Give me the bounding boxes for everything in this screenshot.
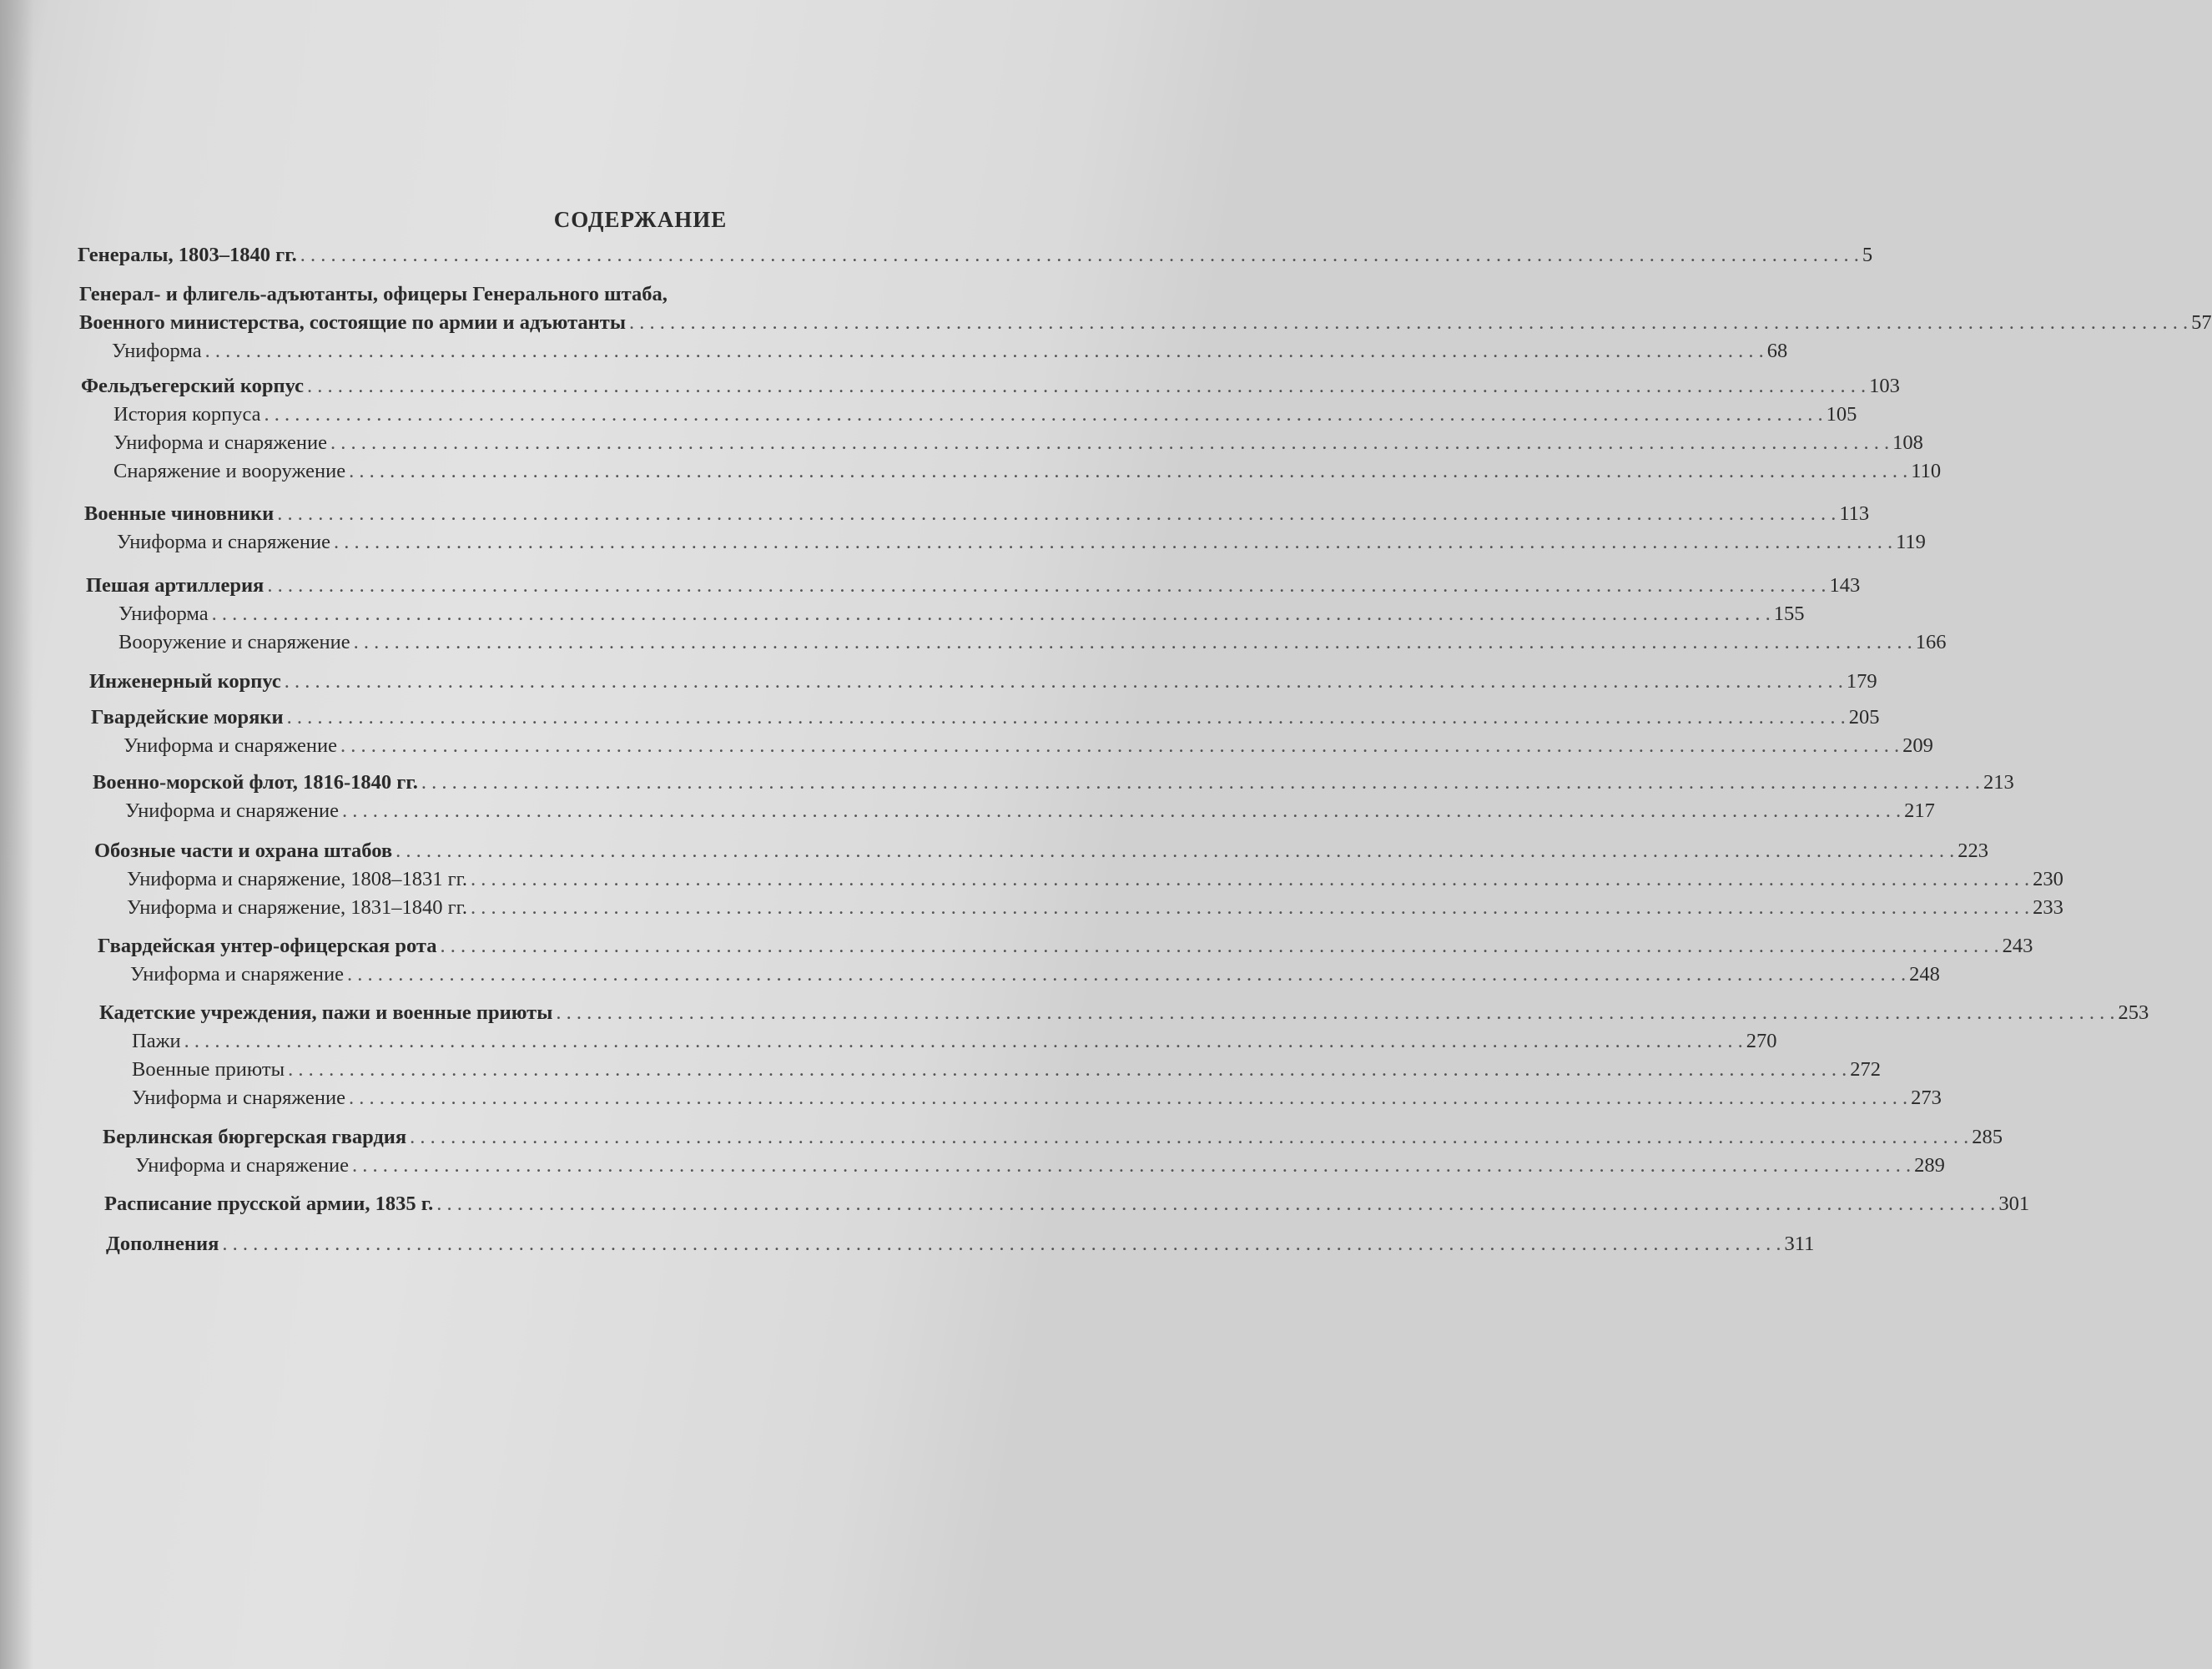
toc-section-heading-page-number: 311 [1784, 1233, 1815, 1255]
toc-subsection-page-number: 270 [1746, 1030, 1777, 1052]
toc-section-heading-title: Пешая артиллерия [86, 574, 265, 597]
toc-subsection-title: Униформа и снаряжение [117, 531, 330, 553]
dot-leader [212, 603, 1771, 626]
toc-subsection-page-number: 233 [2033, 896, 2063, 919]
toc-subsection-page-number: 289 [1914, 1154, 1945, 1177]
dot-leader [265, 403, 1823, 426]
dot-leader [471, 868, 2029, 891]
toc-section-heading [0, 670, 1877, 698]
dot-leader [471, 896, 2029, 920]
toc-subsection-page-number: 166 [1915, 631, 1947, 653]
dot-leader [354, 631, 1912, 654]
toc-section-heading-page-number: 285 [1972, 1126, 2003, 1148]
toc-subsection-page-number: 105 [1826, 403, 1857, 426]
dot-leader [440, 935, 1998, 958]
dot-leader [629, 311, 2188, 335]
page-title: СОДЕРЖАНИЕ [553, 207, 728, 232]
toc-section-heading-page-number: 301 [1998, 1193, 2030, 1215]
toc-section-heading-page-number: 113 [1839, 502, 1870, 525]
toc-section-heading [0, 574, 1861, 603]
toc-section-heading-title: Дополнения [106, 1233, 219, 1255]
dot-leader [334, 531, 1892, 554]
dot-leader [287, 706, 1846, 729]
dot-leader [285, 670, 1843, 693]
dot-leader [205, 340, 1764, 363]
toc-section [0, 502, 1926, 559]
toc-subsection-title: Снаряжение и вооружение [113, 460, 346, 482]
toc-subsection [0, 460, 1942, 488]
toc-subsection-title: Униформа [112, 340, 202, 362]
toc-section-heading-page-number: 205 [1848, 706, 1880, 729]
toc-section-heading-title: Инженерный корпус [89, 670, 281, 693]
toc-subsection-page-number: 108 [1892, 431, 1923, 454]
toc-subsection-title: Пажи [132, 1030, 181, 1052]
toc-section [0, 706, 1933, 763]
dot-leader [340, 734, 1899, 758]
dot-leader [421, 771, 1980, 794]
toc-section-heading-page-number: 243 [2002, 935, 2033, 957]
toc-section-heading-title: Военно-морской флот, 1816-1840 гг. [93, 771, 418, 794]
dot-leader [184, 1030, 1743, 1053]
toc-subsection-title: Униформа [118, 603, 209, 625]
toc-subsection [0, 531, 1926, 559]
toc-subsection-page-number: 272 [1850, 1058, 1881, 1081]
toc-subsection-title: История корпуса [113, 403, 261, 426]
toc-section-heading-title: Генерал- и флигель-адъютанты, офицеры Генерального штаба, [79, 283, 668, 305]
toc-section-heading-page-number: 213 [1983, 771, 2014, 794]
toc-section [0, 574, 1947, 659]
toc-subsection-title: Униформа и снаряжение [132, 1087, 345, 1109]
toc-section [0, 283, 2212, 368]
toc-section-heading-title: Расписание прусской армии, 1835 г. [104, 1193, 434, 1215]
toc-section [0, 244, 1873, 272]
toc-section-heading-title: Гвардейская унтер-офицерская рота [98, 935, 437, 957]
toc-subsection [0, 403, 1857, 431]
toc-section-heading-page-number: 5 [1862, 244, 1873, 266]
toc-section-heading-page-number: 143 [1829, 574, 1861, 597]
dot-leader [330, 431, 1889, 455]
toc-subsection [0, 431, 1923, 460]
toc-section-heading-page-number: 253 [2118, 1001, 2149, 1024]
toc-section-heading-title: Фельдъегерский корпус [81, 375, 304, 397]
toc-section-heading [0, 1126, 2003, 1154]
toc-section-heading [0, 502, 1870, 531]
toc-section-heading-title: Берлинская бюргерская гвардия [103, 1126, 407, 1148]
dot-leader [342, 799, 1901, 823]
dot-leader [222, 1233, 1781, 1256]
toc-section-heading [0, 1233, 1815, 1261]
dot-leader [396, 840, 1954, 863]
toc-section [0, 840, 2063, 925]
toc-section-heading-page-number: 103 [1869, 375, 1900, 397]
toc-section-heading [0, 771, 2014, 799]
toc-subsection-title: Униформа и снаряжение [135, 1154, 349, 1177]
toc-subsection [0, 1087, 1942, 1115]
dot-leader [277, 502, 1836, 526]
toc-section-heading-page-number: 179 [1846, 670, 1877, 693]
toc-section-heading [0, 311, 2212, 340]
toc-subsection [0, 734, 1933, 763]
toc-section-heading-page-number: 57 [2191, 311, 2212, 334]
toc-subsection [0, 1154, 1945, 1182]
toc-subsection-title: Униформа и снаряжение [125, 799, 339, 822]
toc-section-heading-title: Кадетские учреждения, пажи и военные приюты [99, 1001, 553, 1024]
toc-section [0, 670, 1877, 698]
dot-leader [556, 1001, 2114, 1025]
toc-section-heading-title: Генералы, 1803–1840 гг. [78, 244, 297, 266]
toc-section-heading [0, 935, 2033, 963]
toc-subsection-title: Вооружение и снаряжение [118, 631, 350, 653]
toc-section-heading-title: Гвардейские моряки [91, 706, 284, 729]
toc-subsection [0, 1058, 1881, 1087]
toc-section [0, 375, 1942, 488]
toc-subsection-title: Военные приюты [132, 1058, 285, 1081]
toc-subsection [0, 799, 1935, 828]
toc-section-heading [0, 840, 1988, 868]
toc-subsection-title: Униформа и снаряжение [130, 963, 344, 986]
toc-section-heading [0, 244, 1873, 272]
toc-section-heading [0, 1193, 2030, 1221]
toc-subsection-title: Униформа и снаряжение [113, 431, 327, 454]
toc-subsection [0, 963, 1940, 991]
toc-section-heading [0, 1001, 2149, 1030]
toc-section-heading [0, 283, 1257, 311]
toc-subsection-page-number: 230 [2033, 868, 2063, 890]
dot-leader [300, 244, 1859, 267]
toc-subsection-page-number: 217 [1904, 799, 1935, 822]
dot-leader [352, 1154, 1911, 1177]
table-of-contents [0, 244, 2212, 1261]
dot-leader [288, 1058, 1847, 1082]
toc-section [0, 935, 2033, 991]
toc-section-heading-title: Военные чиновники [84, 502, 275, 525]
toc-section-heading-title: Обозные части и охрана штабов [94, 840, 393, 862]
dot-leader [349, 460, 1907, 483]
dot-leader [267, 574, 1826, 598]
toc-subsection-page-number: 110 [1911, 460, 1942, 482]
toc-subsection-page-number: 248 [1909, 963, 1940, 986]
toc-subsection-page-number: 68 [1766, 340, 1788, 362]
dot-leader [307, 375, 1866, 398]
toc-section-heading-title: Военного министерства, состоящие по армии и адъютанты [79, 311, 626, 334]
dot-leader [349, 1087, 1907, 1110]
toc-subsection [0, 896, 2063, 925]
toc-subsection [0, 1030, 1777, 1058]
toc-section-heading [0, 706, 1880, 734]
dot-leader [347, 963, 1906, 986]
toc-section [0, 1126, 2003, 1182]
toc-subsection [0, 868, 2063, 896]
toc-subsection-page-number: 155 [1773, 603, 1805, 625]
toc-subsection-title: Униформа и снаряжение [123, 734, 337, 757]
toc-section [0, 1193, 2030, 1221]
toc-section [0, 1233, 1815, 1261]
dot-leader [410, 1126, 1968, 1149]
toc-subsection-page-number: 209 [1902, 734, 1933, 757]
toc-subsection [0, 340, 1788, 368]
dot-leader [436, 1193, 1995, 1216]
toc-subsection [0, 631, 1947, 659]
toc-subsection [0, 603, 1805, 631]
toc-section [0, 1001, 2149, 1115]
toc-section-heading [0, 375, 1900, 403]
toc-subsection-title: Униформа и снаряжение, 1831–1840 гг. [127, 896, 468, 919]
toc-section-heading-page-number: 223 [1958, 840, 1988, 862]
toc-subsection-page-number: 119 [1896, 531, 1926, 553]
toc-subsection-page-number: 273 [1911, 1087, 1942, 1109]
toc-subsection-title: Униформа и снаряжение, 1808–1831 гг. [127, 868, 468, 890]
toc-section [0, 771, 2014, 828]
